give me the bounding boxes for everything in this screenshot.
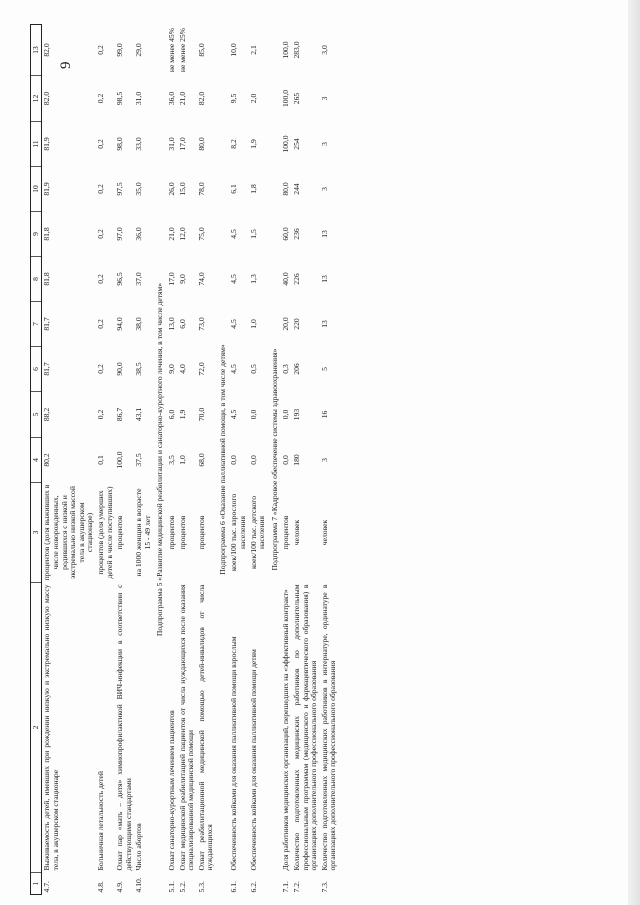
unit: процентов xyxy=(177,515,187,550)
header-cell: 7 xyxy=(31,302,42,347)
header-cell: 13 xyxy=(31,25,42,76)
value-cell: 100,0 xyxy=(281,41,291,59)
value-cell: 35,0 xyxy=(134,182,144,196)
value-cell: 4,5 xyxy=(229,274,239,284)
row-number: 7.1. xyxy=(281,881,291,893)
value-cell: 86,7 xyxy=(115,407,125,422)
value-cell: 0,2 xyxy=(95,319,105,329)
value-cell: 0,5 xyxy=(248,364,258,374)
value-cell: 0,0 xyxy=(229,455,239,465)
table-row xyxy=(115,25,134,895)
value-cell: 1,0 xyxy=(177,455,187,465)
value-cell: 80,0 xyxy=(281,182,291,196)
value-cell: 20,0 xyxy=(281,317,291,331)
value-cell: 100,0 xyxy=(281,135,291,153)
value-cell: 2,1 xyxy=(248,45,258,55)
value-cell: 0,3 xyxy=(281,364,291,374)
header-cell: 11 xyxy=(31,122,42,167)
value-cell: 26,0 xyxy=(166,182,176,196)
value-cell: 6,0 xyxy=(166,409,176,420)
table-row xyxy=(197,25,216,895)
unit: на 1000 женщин в возрасте 15 - 49 лет xyxy=(134,488,152,577)
unit: коек/100 тыс. детского населения xyxy=(248,495,267,570)
indicator-name: Обеспеченность койками для оказания паллиативной помощи детям xyxy=(248,649,258,871)
subprogram-heading: Подпрограмма 7 «Кадровое обеспечение системы здравоохранения» xyxy=(269,348,279,571)
value-cell: 37,5 xyxy=(134,453,144,467)
value-cell: 3,0 xyxy=(319,45,329,55)
unit: человек xyxy=(291,519,301,546)
value-cell: 37,0 xyxy=(134,272,144,286)
value-cell: 29,0 xyxy=(134,43,144,57)
value-cell: 4,5 xyxy=(229,319,239,329)
value-cell: 81,7 xyxy=(42,362,52,376)
row-number: 4.10. xyxy=(134,877,144,893)
table-row xyxy=(134,25,153,895)
value-cell: не менее 45% xyxy=(166,27,176,73)
subprogram-heading-row xyxy=(268,25,282,895)
subprogram-heading-row xyxy=(216,25,230,895)
value-cell: 98,0 xyxy=(115,137,125,151)
unit: процентов xyxy=(281,515,291,550)
subprogram-heading: Подпрограмма 6 «Оказание паллиативной помощи, в том числе детям» xyxy=(217,344,227,575)
value-cell: 13 xyxy=(319,275,329,283)
value-cell: 1,3 xyxy=(248,274,258,284)
row-number: 5.2. xyxy=(177,881,187,893)
value-cell: 4,0 xyxy=(177,364,187,374)
value-cell: 88,2 xyxy=(42,407,52,422)
value-cell: 0,2 xyxy=(95,364,105,374)
value-cell: не менее 25% xyxy=(177,27,187,73)
value-cell: 13 xyxy=(319,320,329,328)
value-cell: 3 xyxy=(319,96,329,101)
table-row xyxy=(292,25,320,895)
table-row xyxy=(320,25,339,895)
unit: человек xyxy=(319,519,329,546)
value-cell: 72,0 xyxy=(196,362,206,376)
header-cell: 4 xyxy=(31,438,42,483)
value-cell: 6,0 xyxy=(177,319,187,329)
table-row xyxy=(249,25,268,895)
indicator-name: Количество подготовленных медицинских работников по дополнительным профессиональным программам (медицинского и фармацевтического образования) в организациях дополнительного профессионального образования xyxy=(291,584,319,871)
value-cell: 9,0 xyxy=(177,274,187,284)
page-number: 9 xyxy=(58,61,74,69)
header-cell: 5 xyxy=(31,392,42,438)
indicator-name: Охват реабилитационной медицинской помощью детей-инвалидов от числа нуждающихся xyxy=(196,584,215,871)
value-cell: 1,5 xyxy=(248,229,258,239)
value-cell: 82,0 xyxy=(42,43,52,57)
value-cell: 100,0 xyxy=(115,451,125,469)
value-cell: 5 xyxy=(319,367,329,371)
value-cell: 82,0 xyxy=(196,91,206,106)
value-cell: 12,0 xyxy=(177,227,187,241)
value-cell: 38,5 xyxy=(134,362,144,376)
value-cell: 236 xyxy=(291,228,301,240)
value-cell: 68,0 xyxy=(196,453,206,467)
value-cell: 82,0 xyxy=(42,91,52,106)
table-row xyxy=(42,25,96,895)
value-cell: 0,2 xyxy=(95,409,105,420)
indicator-name: Выживаемость детей, имевших при рождении низкую и экстремально низкую массу тела, в акушерском стационаре xyxy=(42,584,61,871)
value-cell: 0,0 xyxy=(248,409,258,420)
row-number: 7.2. xyxy=(291,881,301,893)
header-cell: 8 xyxy=(31,257,42,302)
value-cell: 9,0 xyxy=(166,364,176,374)
value-cell: 78,0 xyxy=(196,182,206,196)
indicators-table xyxy=(30,24,339,895)
value-cell: 43,1 xyxy=(134,407,144,422)
header-cell: 6 xyxy=(31,347,42,392)
value-cell: 96,5 xyxy=(115,272,125,286)
value-cell: 16 xyxy=(319,410,329,419)
value-cell: 81,8 xyxy=(42,227,52,241)
value-cell: 36,0 xyxy=(166,91,176,106)
row-number: 4.9. xyxy=(115,881,125,893)
value-cell: 0,2 xyxy=(95,274,105,284)
value-cell: 1,0 xyxy=(248,319,258,329)
value-cell: 97,5 xyxy=(115,182,125,196)
value-cell: 100,0 xyxy=(281,89,291,108)
value-cell: 38,0 xyxy=(134,317,144,331)
value-cell: 36,0 xyxy=(134,227,144,241)
row-number: 4.8. xyxy=(95,881,105,893)
unit: процентов xyxy=(115,515,125,550)
header-cell: 1 xyxy=(31,873,42,895)
row-number: 6.1. xyxy=(229,881,239,893)
row-number: 5.1. xyxy=(166,881,176,893)
value-cell: 81,8 xyxy=(42,272,52,286)
value-cell: 220 xyxy=(291,318,301,330)
value-cell: 254 xyxy=(291,138,301,150)
table-row xyxy=(229,25,248,895)
indicator-name: Количество подготовленных медицинских работников в интернатуре, ординатуре в организациях дополнительного профессионального образования xyxy=(319,584,338,871)
header-cell: 3 xyxy=(31,483,42,583)
value-cell: 3,5 xyxy=(166,455,176,465)
value-cell: 80,0 xyxy=(196,137,206,151)
header-cell: 2 xyxy=(31,583,42,873)
unit: процентов (доля выживших в числе новорожденных, родившихся с низкой и экстремально низкой массой тела в акушерском стационаре) xyxy=(42,484,95,581)
value-cell: 99,0 xyxy=(115,43,125,57)
table-row xyxy=(281,25,292,895)
value-cell: 0,2 xyxy=(95,45,105,55)
value-cell: 244 xyxy=(291,183,301,195)
value-cell: 17,0 xyxy=(166,272,176,286)
value-cell: 15,0 xyxy=(177,182,187,196)
value-cell: 0,1 xyxy=(95,455,105,465)
indicator-name: Охват пар «мать – дитя» химиопрофилактикой ВИЧ-инфекции в соответствии с действующими стандартами xyxy=(115,584,133,871)
value-cell: 31,0 xyxy=(134,91,144,106)
value-cell: 0,2 xyxy=(95,184,105,194)
value-cell: 8,2 xyxy=(229,139,239,149)
value-cell: 4,5 xyxy=(229,229,239,239)
header-cell: 12 xyxy=(31,76,42,122)
value-cell: 0,2 xyxy=(95,93,105,104)
value-cell: 193 xyxy=(291,408,301,421)
value-cell: 2,0 xyxy=(248,93,258,104)
row-number: 4.7. xyxy=(42,881,52,893)
value-cell: 4,5 xyxy=(229,409,239,420)
value-cell: 60,0 xyxy=(281,227,291,241)
value-cell: 226 xyxy=(291,273,301,285)
row-number: 6.2. xyxy=(248,881,258,893)
value-cell: 1,8 xyxy=(248,184,258,194)
value-cell: 40,0 xyxy=(281,272,291,286)
value-cell: 97,0 xyxy=(115,227,125,241)
unit: процентов xyxy=(196,515,206,550)
value-cell: 206 xyxy=(291,363,301,375)
unit: процентов xyxy=(166,515,176,550)
row-number: 5.3. xyxy=(196,881,206,893)
value-cell: 80,2 xyxy=(42,453,52,467)
value-cell: 13 xyxy=(319,230,329,238)
value-cell: 9,5 xyxy=(229,93,239,104)
value-cell: 6,1 xyxy=(229,184,239,194)
value-cell: 13,0 xyxy=(166,317,176,331)
value-cell: 0,0 xyxy=(248,455,258,465)
indicator-name: Охват медицинской реабилитацией пациентов от числа нуждающихся после оказания специализированной медицинской помощи xyxy=(177,584,196,871)
value-cell: 85,0 xyxy=(196,43,206,57)
header-cell: 10 xyxy=(31,167,42,212)
value-cell: 98,5 xyxy=(115,91,125,106)
value-cell: 74,0 xyxy=(196,272,206,286)
indicator-name: Охват санаторно-курортным лечением пациентов xyxy=(166,710,176,871)
unit: процентов (доля умерших детей в числе поступивших) xyxy=(95,486,114,579)
value-cell: 10,0 xyxy=(229,43,239,57)
value-cell: 73,0 xyxy=(196,317,206,331)
value-cell: 94,0 xyxy=(115,317,125,331)
value-cell: 3 xyxy=(319,458,329,462)
value-cell: 31,0 xyxy=(166,137,176,151)
value-cell: 33,0 xyxy=(134,137,144,151)
table-row xyxy=(167,25,178,895)
indicator-name: Число абортов xyxy=(134,823,144,871)
indicator-name: Доля работников медицинских организаций, перешедших на «эффективный контракт» xyxy=(281,589,291,871)
indicator-name: Обеспеченность койками для оказания паллиативной помощи взрослым xyxy=(229,636,239,871)
value-cell: 21,0 xyxy=(166,227,176,241)
value-cell: 70,0 xyxy=(196,407,206,422)
value-cell: 75,0 xyxy=(196,227,206,241)
value-cell: 81,9 xyxy=(42,182,52,196)
table-row xyxy=(178,25,197,895)
value-cell: 81,9 xyxy=(42,137,52,151)
value-cell: 81,7 xyxy=(42,317,52,331)
value-cell: 3 xyxy=(319,142,329,146)
value-cell: 265 xyxy=(291,92,301,105)
value-cell: 0,2 xyxy=(95,139,105,149)
value-cell: 180 xyxy=(291,454,301,466)
value-cell: 3 xyxy=(319,187,329,191)
header-cell: 9 xyxy=(31,212,42,257)
value-cell: 1,9 xyxy=(177,409,187,420)
value-cell: 17,0 xyxy=(177,137,187,151)
value-cell: 1,9 xyxy=(248,139,258,149)
value-cell: 21,0 xyxy=(177,91,187,106)
value-cell: 90,0 xyxy=(115,362,125,376)
value-cell: 0,0 xyxy=(281,455,291,465)
row-number: 7.3. xyxy=(319,881,329,893)
table-header-row xyxy=(31,25,42,895)
value-cell: 0,0 xyxy=(281,409,291,420)
subprogram-heading-row xyxy=(153,25,167,895)
scan-edge xyxy=(628,0,640,905)
subprogram-heading: Подпрограмма 5 «Развитие медицинской реабилитации и санаторно-курортного лечения, в том числе детям» xyxy=(155,282,165,637)
value-cell: 4,5 xyxy=(229,364,239,374)
unit: коек/100 тыс. взрослого населения xyxy=(229,493,248,572)
table-row xyxy=(96,25,115,895)
indicator-name: Больничная летальность детей xyxy=(95,771,105,871)
value-cell: 283,0 xyxy=(291,41,301,59)
value-cell: 0,2 xyxy=(95,229,105,239)
